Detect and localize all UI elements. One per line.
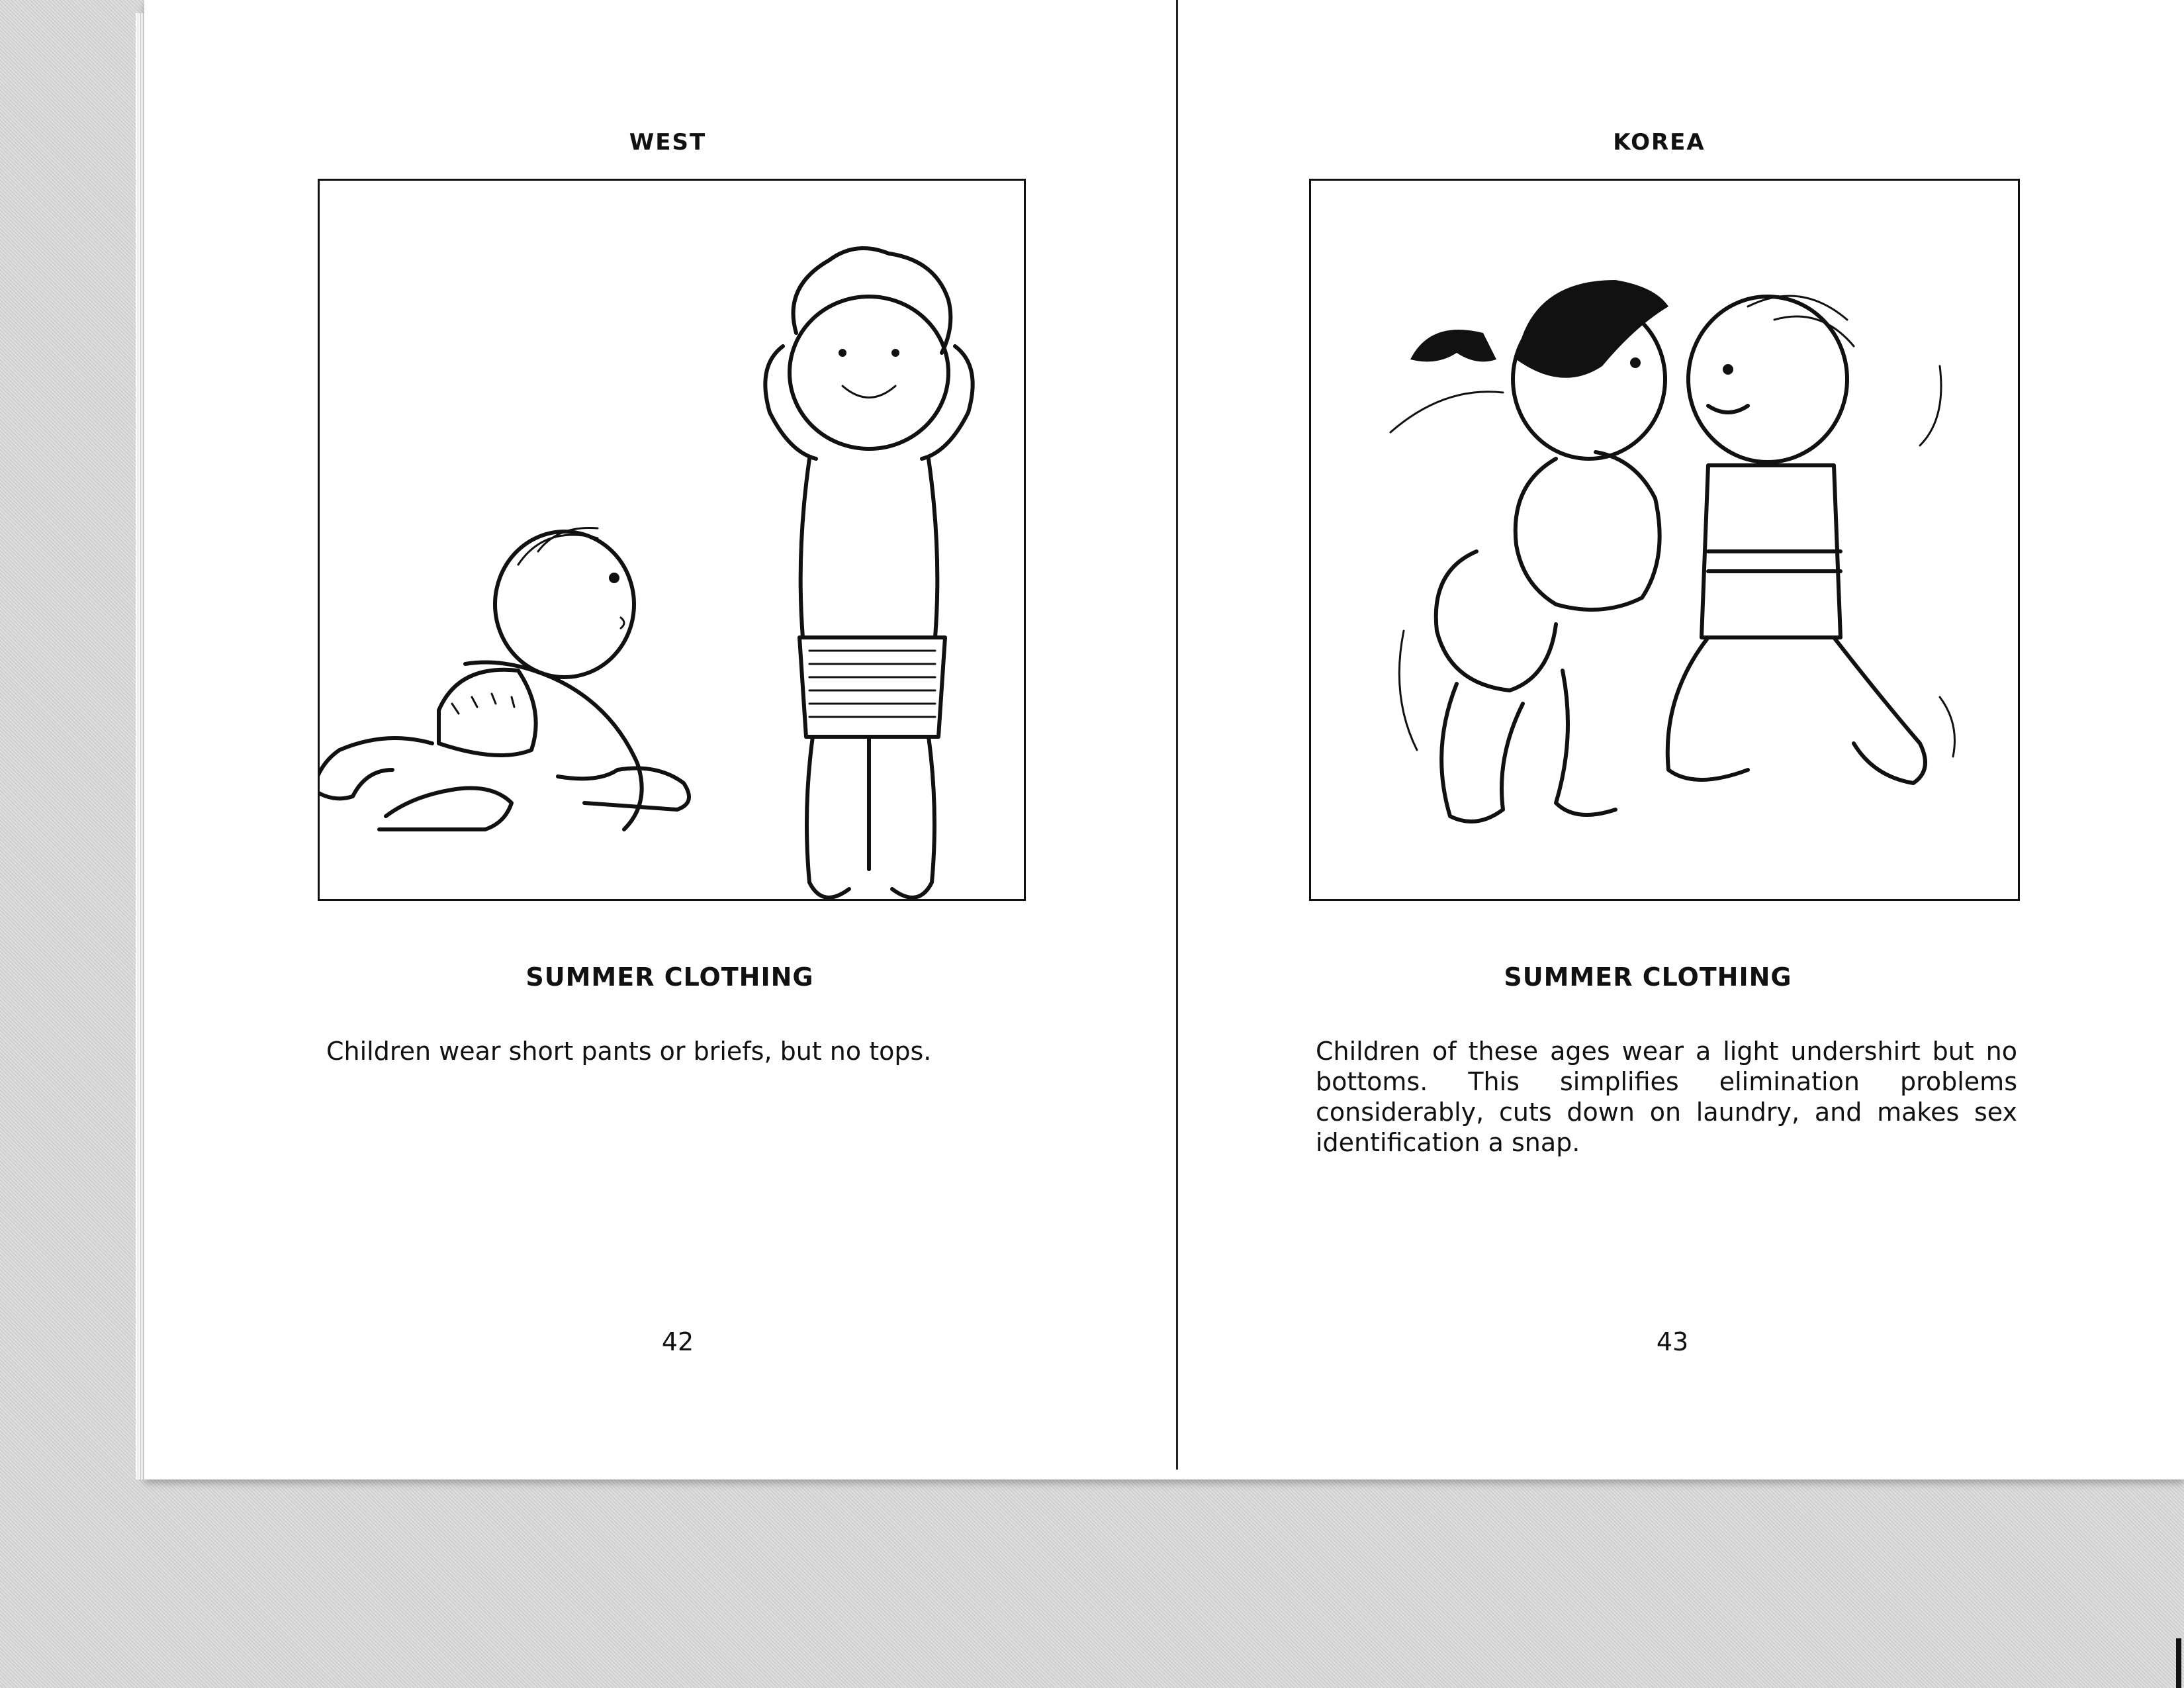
- right-heading: SUMMER CLOTHING: [1504, 962, 1792, 992]
- west-children-drawing: [320, 181, 1024, 899]
- korea-children-drawing: [1311, 181, 2018, 899]
- korea-illustration: [1309, 179, 2020, 901]
- region-label-korea: KOREA: [1613, 129, 1706, 156]
- crawling-baby: [320, 528, 689, 829]
- right-page: [1178, 0, 2184, 1476]
- left-body-text: Children wear short pants or briefs, but no tops.: [326, 1037, 932, 1066]
- page-number-right: 43: [1656, 1327, 1689, 1356]
- page-number-left: 42: [661, 1327, 694, 1356]
- scan-edge-mark: [2176, 1638, 2181, 1688]
- girl-child: [1390, 280, 1668, 821]
- west-illustration: [318, 179, 1026, 901]
- boy-child: [1668, 296, 1955, 783]
- left-heading: SUMMER CLOTHING: [525, 962, 814, 992]
- left-page: [152, 0, 1176, 1476]
- right-body-text: Children of these ages wear a light undershirt but no bottoms. This simplifies elimination problems considerably, cuts down on laundry, and makes sex identification a snap.: [1316, 1037, 2017, 1157]
- standing-child: [765, 248, 972, 898]
- region-label-west: WEST: [629, 129, 707, 156]
